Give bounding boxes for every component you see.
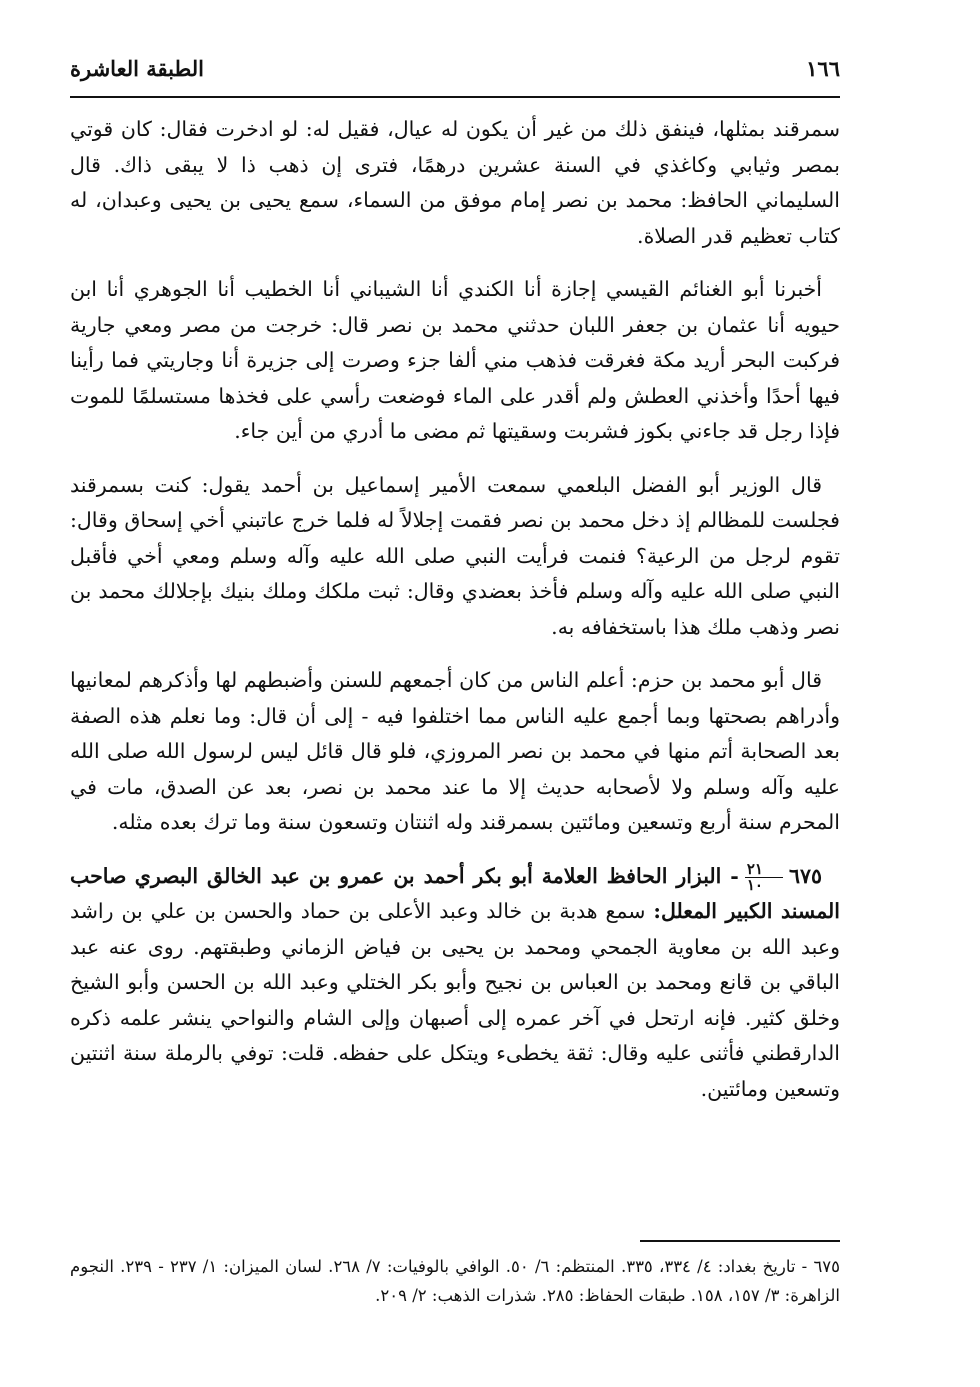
entry-fraction bbox=[745, 859, 783, 894]
entry-text: سمع هدبة بن خالد وعبد الأعلى بن حماد والحسن بن علي بن راشد وعبد الله بن معاوية الجمحي ومحمد بن يحيى بن فياض الزماني وطبقتهم. روى عنه عبد الباقي بن قانع ومحمد بن العباس بن نجيح وأبو بكر الختلي وعبد الله بن الحسن وأبو الشيخ وخلق كثير. فإنه ارتحل في آخر عمره إلى أصبهان وإلى الشام والنواحي ينشر علمه ذكره الدارقطني فأثنى عليه وقال: ثقة يخطىء ويتكل على حفظه. قلت: توفي بالرملة سنة اثنتين وتسعين ومائتين. bbox=[70, 899, 840, 1101]
fraction-top: ٢١ bbox=[745, 862, 783, 878]
entry-number: ٦٧٥ bbox=[788, 863, 822, 888]
main-text bbox=[70, 112, 840, 1125]
footnote-divider bbox=[640, 1240, 840, 1242]
biography-entry bbox=[70, 859, 840, 1108]
paragraph: قال أبو محمد بن حزم: أعلم الناس من كان أجمعهم للسنن وأضبطهم لها وأذكرهم لمعانيها وأدراهم بصحتها وبما أجمع عليه الناس مما اختلفوا فيه - إلى أن قال: وما نعلم هذه الصفة بعد الصحابة أتم منها في محمد بن نصر المروزي، فلو قال قائل ليس لرسول الله صلى الله عليه وآله وسلم ولا لأصحابه حديث إلا ما عند محمد بن نصر، بعد عن الصدق، مات في المحرم سنة أربع وتسعين ومائتين بسمرقند وله اثنتان وتسعون سنة وما ترك بعده مثله. bbox=[70, 668, 840, 834]
paragraph: قال الوزير أبو الفضل البلعمي سمعت الأمير إسماعيل بن أحمد يقول: كنت بسمرقند فجلست للمظالم إذ دخل محمد بن نصر فقمت إجلالاً له فلما خرج عاتبني أخي إسحاق وقال: تقوم لرجل من الرعية؟ فنمت فرأيت النبي صلى الله عليه وآله وسلم ومعي أخي فأقبل النبي صلى الله عليه وآله وسلم فأخذ بعضدي وقال: ثبت ملكك وملك بنيك بإجلالك محمد بن نصر وذهب ملك هذا باستخفافه به. bbox=[70, 472, 840, 639]
paragraph: سمرقند بمثلها، فينفق ذلك من غير أن يكون له عيال، فقيل له: لو ادخرت فقال: كان قوتي بمصر وثيابي وكاغذي في السنة عشرين درهمًا، فترى إن ذهب ذا لا يبقى ذاك. قال السليماني الحافظ: محمد بن نصر إمام موفق من السماء، سمع يحيى بن يحيى وعبدان، له كتاب تعظيم قدر الصلاة. bbox=[70, 117, 840, 248]
footnote bbox=[70, 1252, 840, 1310]
page-number: ١٦٦ bbox=[806, 55, 840, 81]
entry-heading: - البزار الحافظ العلامة أبو بكر أحمد بن عمرو بن عبد الخالق البصري bbox=[134, 863, 739, 888]
page-header bbox=[70, 44, 840, 92]
entry-subheading: صاحب المسند الكبير المعلل: bbox=[70, 863, 840, 923]
header-divider bbox=[70, 96, 840, 98]
running-title: الطبقة العاشرة bbox=[70, 55, 204, 81]
paragraph: أخبرنا أبو الغنائم القيسي إجازة أنا الكندي أنا الشيباني أنا الخطيب أنا الجوهري أنا ابن حيويه أنا عثمان بن جعفر اللبان حدثني محمد بن نصر قال: خرجت من مصر ومعي جارية فركبت البحر أريد مكة فغرقت فذهب مني ألفا جزء وصرت إلى جزيرة أنا وجاريتي فما رأينا فيها أحدًا وأخذني العطش ولم أقدر على الماء فوضعت رأسي على فخذها مستسلمًا للموت فإذا رجل قد جاءني بكوز فشربت وسقيتها ثم مضى ما أدري من أين جاء. bbox=[70, 277, 840, 443]
footnote-text: ٦٧٥ - تاريخ بغداد: ٤/ ٣٣٤، ٣٣٥. المنتظم: ٦/ ٥٠. الوافي بالوفيات: ٧/ ٢٦٨. لسان الميزان: ١/ ٢٣٧ - ٢٣٩. النجوم الزاهرة: ٣/ ١٥٧، ١٥٨. طبقات الحفاظ: ٢٨٥. شذرات الذهب: ٢/ ٢٠٩. bbox=[70, 1257, 841, 1305]
fraction-bottom: ١٠ bbox=[746, 875, 763, 894]
